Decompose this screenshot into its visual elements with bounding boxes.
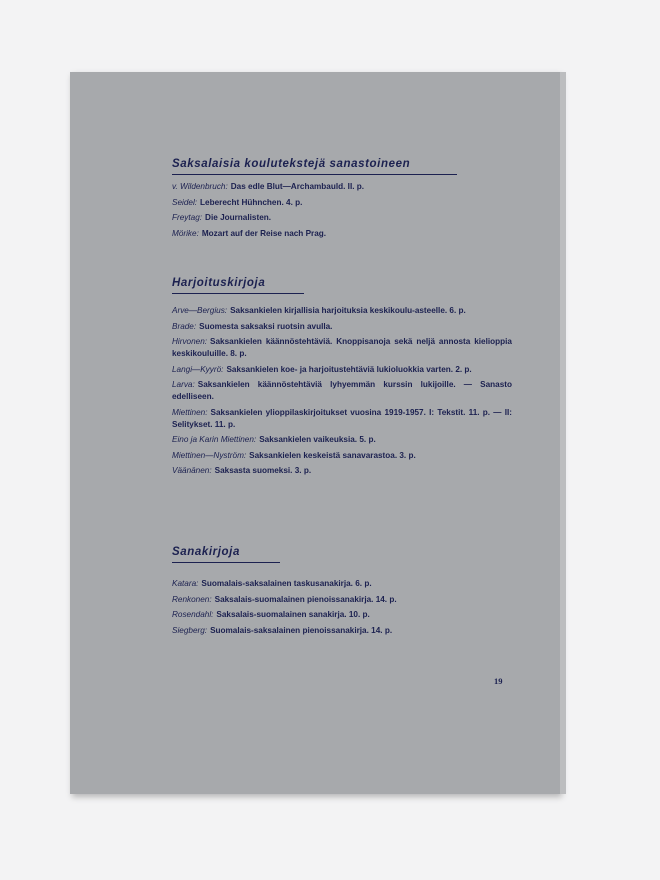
entry-author: Arve—Bergius: <box>172 306 228 315</box>
entry-title: Leberecht Hühnchen. 4. p. <box>200 197 303 207</box>
entry-title: Suomalais-saksalainen pienoissanakirja. 14. p. <box>210 625 393 635</box>
entry-title: Saksankielen käännöstehtäviä lyhyemmän kurssin lukijoille. — Sanasto edelliseen. <box>172 380 512 401</box>
entry-title: Saksalais-suomalainen pienoissanakirja. 14. p. <box>214 594 397 604</box>
entry-author: Siegberg: <box>172 625 208 635</box>
entry-author: Hirvonen: <box>172 337 208 346</box>
entry-title: Mozart auf der Reise nach Prag. <box>201 228 327 238</box>
list-item <box>172 212 512 224</box>
list-item <box>172 305 512 317</box>
entry-author: Miettinen—Nyström: <box>172 450 247 460</box>
entry-title: Saksankielen käännöstehtäviä. Knoppisanoja sekä neljä annosta kielioppia keskikouluille. 8. p. <box>172 337 512 358</box>
entry-author: Eino ja Karin Miettinen: <box>172 435 257 444</box>
entry-title: Das edle Blut—Archambauld. II. p. <box>230 182 365 191</box>
list-item <box>172 197 512 209</box>
section-heading: Saksalaisia koulutekstejä sanastoineen <box>172 158 411 170</box>
section-entries <box>172 578 512 640</box>
list-item <box>172 450 512 462</box>
entry-author: Freytag: <box>172 213 203 222</box>
entry-title: Die Journalisten. <box>205 213 272 222</box>
section-heading: Harjoituskirjoja <box>172 277 266 289</box>
list-item <box>172 181 512 193</box>
entry-title: Suomalais-saksalainen taskusanakirja. 6. p. <box>201 579 372 588</box>
entry-title: Saksankielen kirjallisia harjoituksia keskikoulu-asteelle. 6. p. <box>230 306 466 315</box>
entry-author: Brade: <box>172 321 197 331</box>
entry-author: Seidel: <box>172 197 198 207</box>
heading-rule <box>172 174 457 175</box>
section-heading: Sanakirjoja <box>172 546 240 558</box>
entry-author: Miettinen: <box>172 407 208 417</box>
list-item <box>172 434 512 446</box>
entry-author: Mörike: <box>172 228 199 238</box>
heading-rule <box>172 293 304 294</box>
entry-title: Saksankielen vaikeuksia. 5. p. <box>259 435 376 444</box>
heading-rule <box>172 562 280 563</box>
entry-author: Langi—Kyyrö: <box>172 364 224 374</box>
list-item <box>172 228 512 240</box>
list-item <box>172 364 512 376</box>
list-item <box>172 407 512 431</box>
entry-author: Katara: <box>172 579 199 588</box>
book-back-cover <box>70 72 560 794</box>
page-number: 19 <box>494 676 503 686</box>
entry-title: Saksalais-suomalainen sanakirja. 10. p. <box>216 610 370 619</box>
entry-author: Larva: <box>172 380 195 389</box>
entry-title: Saksasta suomeksi. 3. p. <box>214 466 312 475</box>
list-item <box>172 379 512 403</box>
page-edge <box>560 72 566 794</box>
entry-author: v. Wildenbruch: <box>172 182 228 191</box>
list-item <box>172 594 512 606</box>
list-item <box>172 625 512 637</box>
section-entries <box>172 181 512 243</box>
entry-title: Saksankielen koe- ja harjoitustehtäviä lukioluokkia varten. 2. p. <box>226 364 472 374</box>
entry-author: Väänänen: <box>172 466 212 475</box>
list-item <box>172 578 512 590</box>
entry-author: Rosendahl: <box>172 610 214 619</box>
entry-author: Renkonen: <box>172 594 212 604</box>
list-item <box>172 336 512 360</box>
entry-title: Suomesta saksaksi ruotsin avulla. <box>199 321 333 331</box>
list-item <box>172 321 512 333</box>
entry-title: Saksankielen ylioppilaskirjoitukset vuosina 1919-1957. I: Tekstit. 11. p. — II: Selitykset. 11. p. <box>172 407 512 429</box>
list-item <box>172 465 512 477</box>
section-entries <box>172 305 512 481</box>
entry-title: Saksankielen keskeistä sanavarastoa. 3. p. <box>249 450 416 460</box>
list-item <box>172 609 512 621</box>
